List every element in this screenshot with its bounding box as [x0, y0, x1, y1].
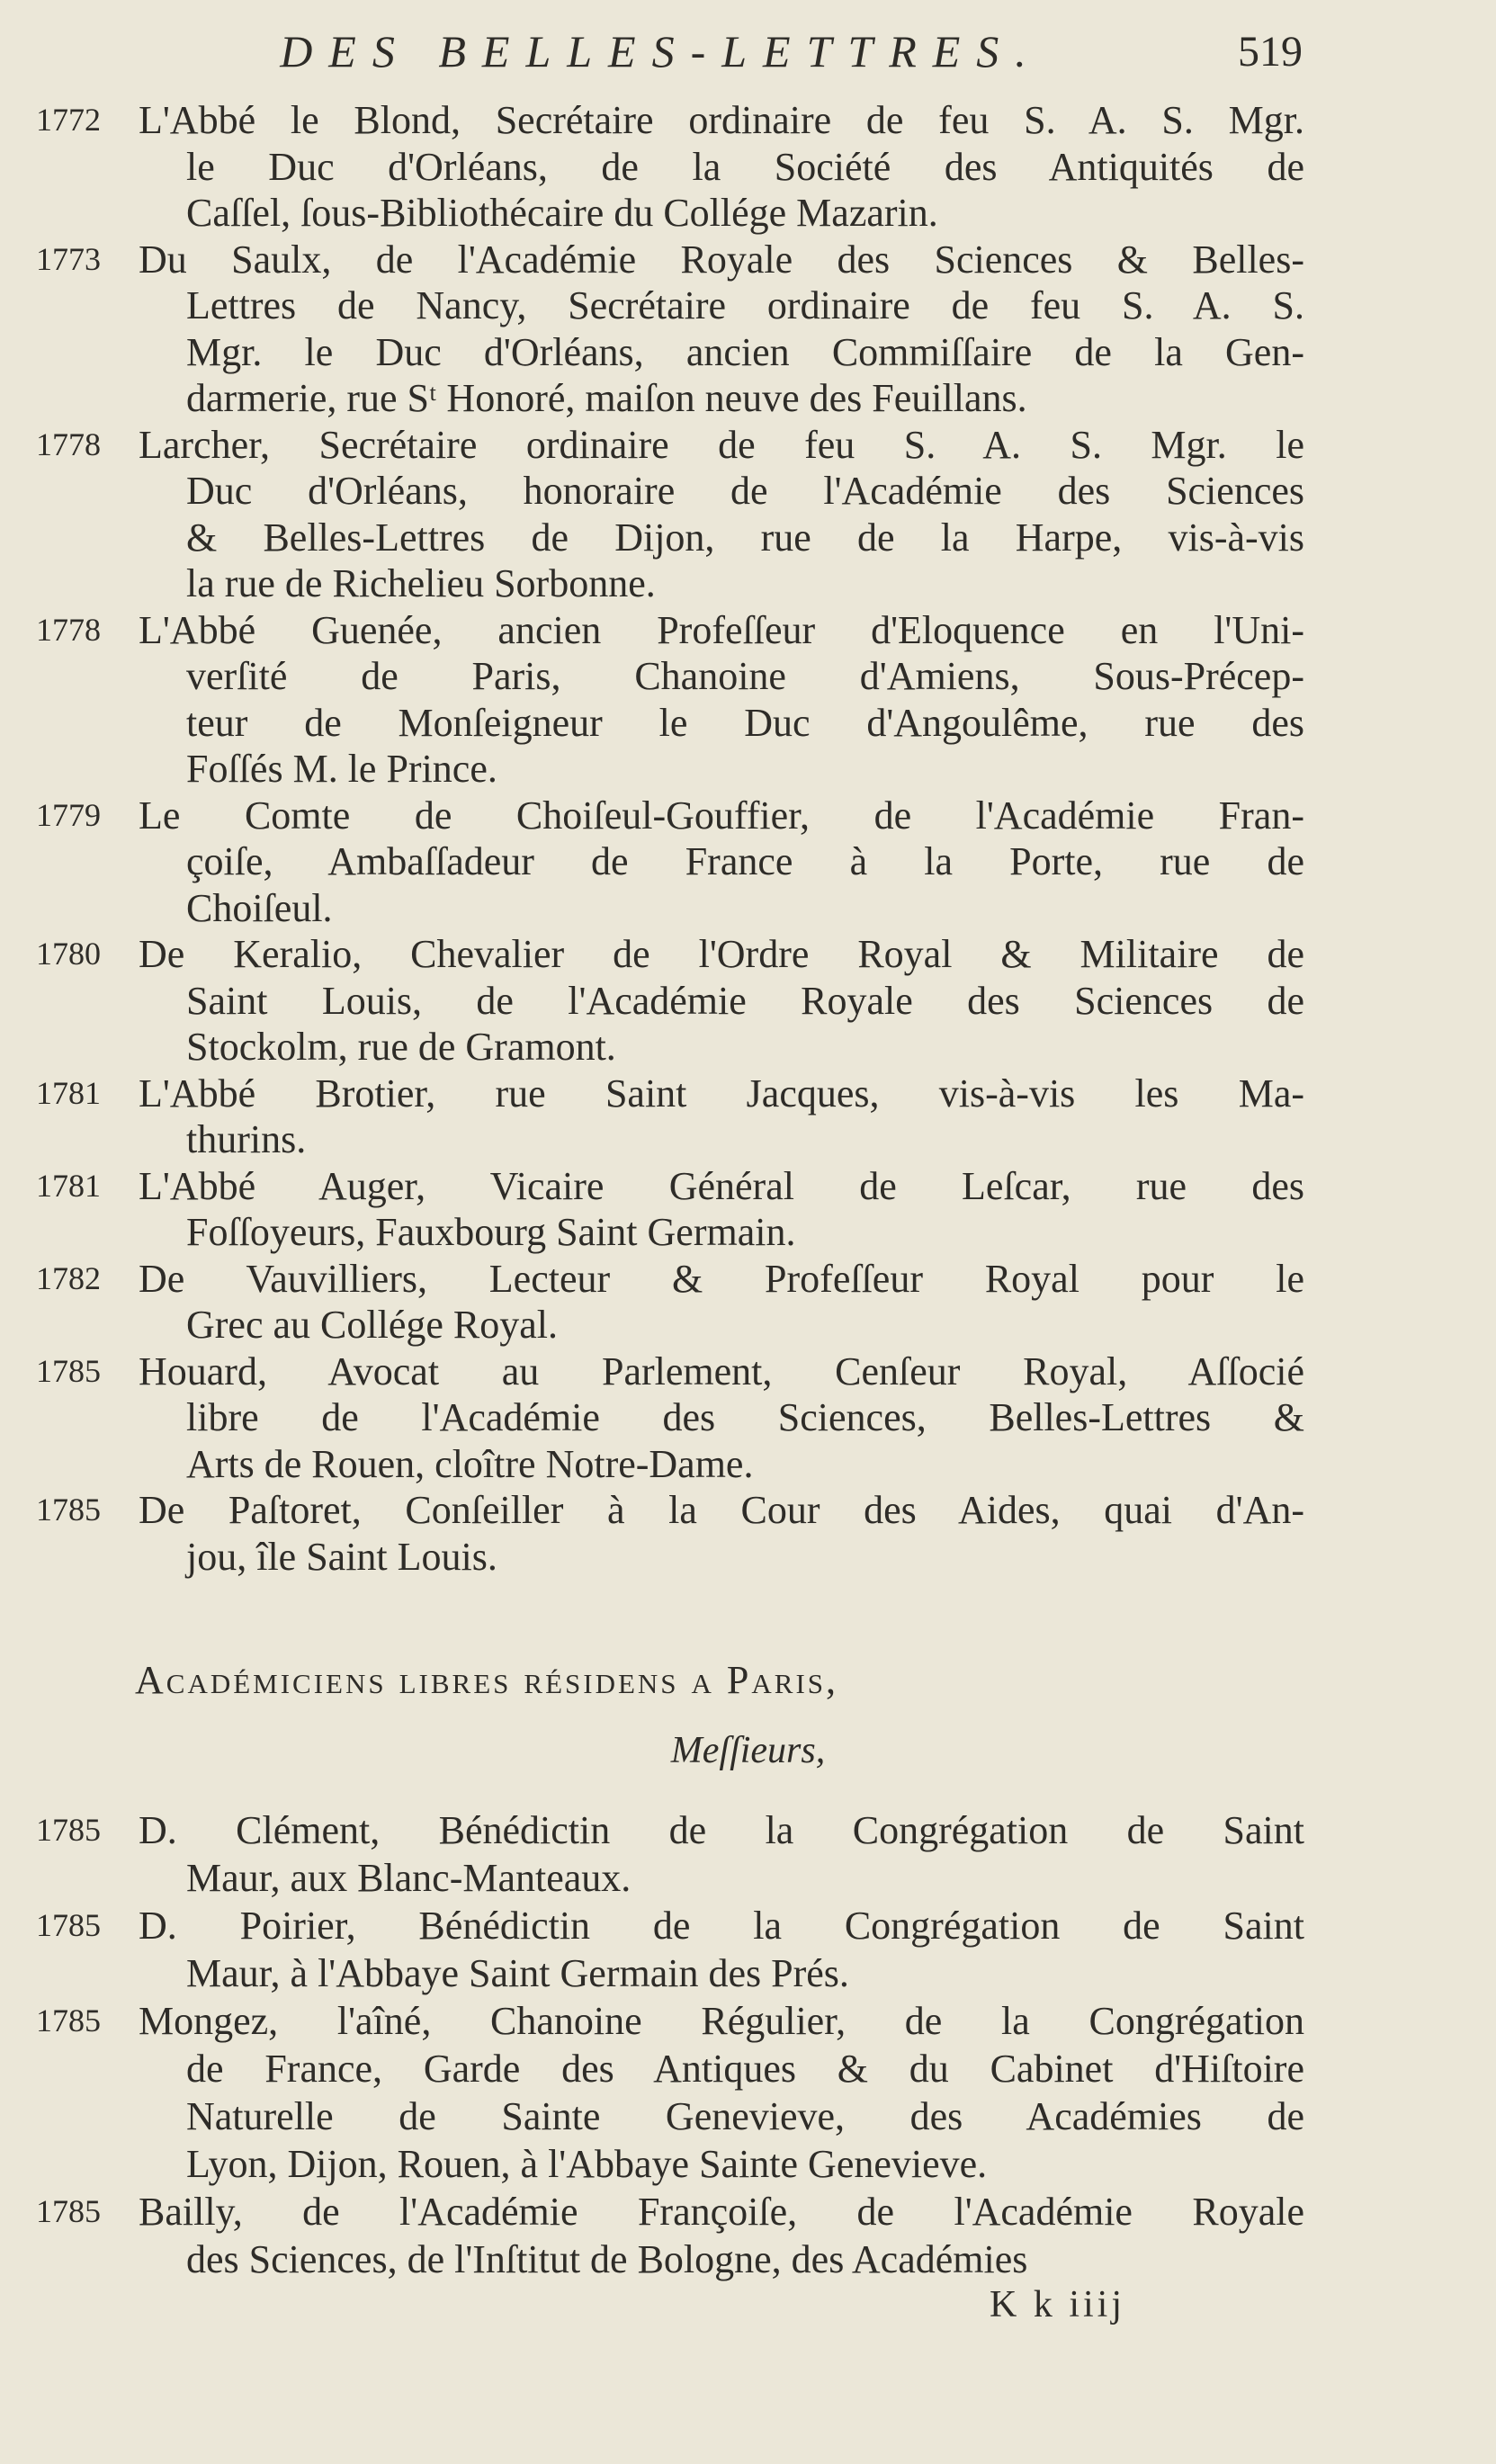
entry-line: Grec au Collége Royal.: [186, 1303, 558, 1347]
entry-line: le Duc d'Orléans, de la Société des Antiquités de: [186, 144, 1304, 189]
entry-line: Maur, aux Blanc-Manteaux.: [186, 1856, 632, 1900]
entry-year: 1785: [36, 1352, 101, 1389]
entry-line: thurins.: [186, 1117, 307, 1161]
member-entry: [27, 1256, 1304, 1348]
entry-line: D. Poirier, Bénédictin de la Congrégation de Saint: [139, 1904, 1304, 1948]
member-entry: [27, 1071, 1304, 1163]
entry-line: L'Abbé le Blond, Secrétaire ordinaire de feu S. A. S. Mgr.: [139, 98, 1304, 142]
entry-line: Lyon, Dijon, Rouen, à l'Abbaye Sainte Genevieve.: [186, 2142, 988, 2186]
member-entry: [27, 1997, 1304, 2188]
signature-mark: K k iiij: [990, 2284, 1126, 2325]
entry-year: 1778: [36, 611, 101, 648]
member-entry: [27, 1487, 1304, 1580]
member-entry: [27, 793, 1304, 932]
entry-line: De Keralio, Chevalier de l'Ordre Royal & Militaire de: [139, 932, 1304, 976]
entry-year: 1785: [36, 1812, 101, 1848]
entry-line: Bailly, de l'Académie Françoiſe, de l'Académie Royale: [139, 2190, 1304, 2234]
member-entry: [27, 607, 1304, 793]
entry-line: Caſſel, ſous-Bibliothécaire du Collége Mazarin.: [186, 191, 938, 235]
section-subheading: Meſſieurs,: [670, 1730, 826, 1771]
entry-year: 1785: [36, 1492, 101, 1528]
entry-line: çoiſe, Ambaſſadeur de France à la Porte, rue de: [186, 839, 1304, 883]
section-heading: Académiciens libres résidens a Paris,: [135, 1658, 839, 1702]
entry-line: De Paſtoret, Conſeiller à la Cour des Aides, quai d'An-: [139, 1488, 1304, 1532]
entry-line: des Sciences, de l'Inſtitut de Bologne, des Académies: [186, 2237, 1028, 2281]
entry-line: Larcher, Secrétaire ordinaire de feu S. A. S. Mgr. le: [139, 422, 1304, 467]
member-entry: [27, 931, 1304, 1071]
entry-line: L'Abbé Guenée, ancien Profeſſeur d'Eloquence en l'Uni-: [139, 607, 1304, 652]
member-entry: [27, 237, 1304, 422]
entry-line: Le Comte de Choiſeul-Gouffier, de l'Académie Fran-: [139, 793, 1304, 838]
free-member-list: [27, 1806, 1304, 2283]
entry-line: la rue de Richelieu Sorbonne.: [186, 561, 656, 605]
member-entry: [27, 2188, 1304, 2283]
member-entry: [27, 97, 1304, 237]
entry-line: jou, île Saint Louis.: [186, 1534, 497, 1579]
entry-line: Foſſoyeurs, Fauxbourg Saint Germain.: [186, 1210, 796, 1254]
entry-line: Saint Louis, de l'Académie Royale des Sciences de: [186, 978, 1304, 1023]
entry-year: 1773: [36, 240, 101, 277]
entry-line: de France, Garde des Antiques & du Cabinet d'Hiſtoire: [186, 2047, 1304, 2091]
entry-line: Du Saulx, de l'Académie Royale des Sciences & Belles-: [139, 237, 1304, 282]
member-entry: [27, 1902, 1304, 1997]
entry-line: Foſſés M. le Prince.: [186, 747, 497, 791]
entry-line: L'Abbé Auger, Vicaire Général de Leſcar, rue des: [139, 1163, 1304, 1208]
member-entry: [27, 1348, 1304, 1488]
entry-line: teur de Monſeigneur le Duc d'Angoulême, rue des: [186, 700, 1304, 745]
entry-line: Naturelle de Sainte Genevieve, des Académies de: [186, 2094, 1304, 2138]
member-list: [27, 97, 1304, 1580]
entry-line: D. Clément, Bénédictin de la Congrégation de Saint: [139, 1808, 1304, 1852]
entry-line: Houard, Avocat au Parlement, Cenſeur Royal, Aſſocié: [139, 1348, 1304, 1393]
entry-line: Maur, à l'Abbaye Saint Germain des Prés.: [186, 1951, 849, 1995]
entry-year: 1772: [36, 102, 101, 138]
running-title: DES BELLES-LETTRES.: [280, 26, 1043, 76]
entry-year: 1781: [36, 1167, 101, 1204]
entry-year: 1782: [36, 1259, 101, 1296]
entry-year: 1785: [36, 1907, 101, 1943]
entry-year: 1785: [36, 2003, 101, 2038]
entry-line: Duc d'Orléans, honoraire de l'Académie des Sciences: [186, 469, 1304, 513]
entry-line: Stockolm, rue de Gramont.: [186, 1025, 616, 1069]
entry-line: & Belles-Lettres de Dijon, rue de la Harpe, vis-à-vis: [186, 515, 1304, 560]
entry-year: 1781: [36, 1074, 101, 1111]
entry-line: Mgr. le Duc d'Orléans, ancien Commiſſaire de la Gen-: [186, 329, 1304, 374]
entry-line: De Vauvilliers, Lecteur & Profeſſeur Royal pour le: [139, 1256, 1304, 1301]
member-entry: [27, 1163, 1304, 1256]
entry-line: Mongez, l'aîné, Chanoine Régulier, de la Congrégation: [139, 1999, 1304, 2043]
entry-line: L'Abbé Brotier, rue Saint Jacques, vis-à-vis les Ma-: [139, 1071, 1304, 1116]
page-number: 519: [1238, 28, 1303, 76]
entry-year: 1785: [36, 2193, 101, 2229]
entry-year: 1778: [36, 426, 101, 462]
entry-line: Lettres de Nancy, Secrétaire ordinaire de feu S. A. S.: [186, 283, 1304, 327]
entry-line: darmerie, rue Sᵗ Honoré, maiſon neuve des Feuillans.: [186, 376, 1027, 420]
entry-line: Arts de Rouen, cloître Notre-Dame.: [186, 1441, 754, 1486]
member-entry: [27, 422, 1304, 607]
entry-line: libre de l'Académie des Sciences, Belles-Lettres &: [186, 1395, 1304, 1439]
entry-line: Choiſeul.: [186, 885, 333, 930]
member-entry: [27, 1806, 1304, 1902]
entry-year: 1780: [36, 936, 101, 972]
entry-year: 1779: [36, 796, 101, 833]
entry-line: verſité de Paris, Chanoine d'Amiens, Sous-Précep-: [186, 654, 1304, 698]
